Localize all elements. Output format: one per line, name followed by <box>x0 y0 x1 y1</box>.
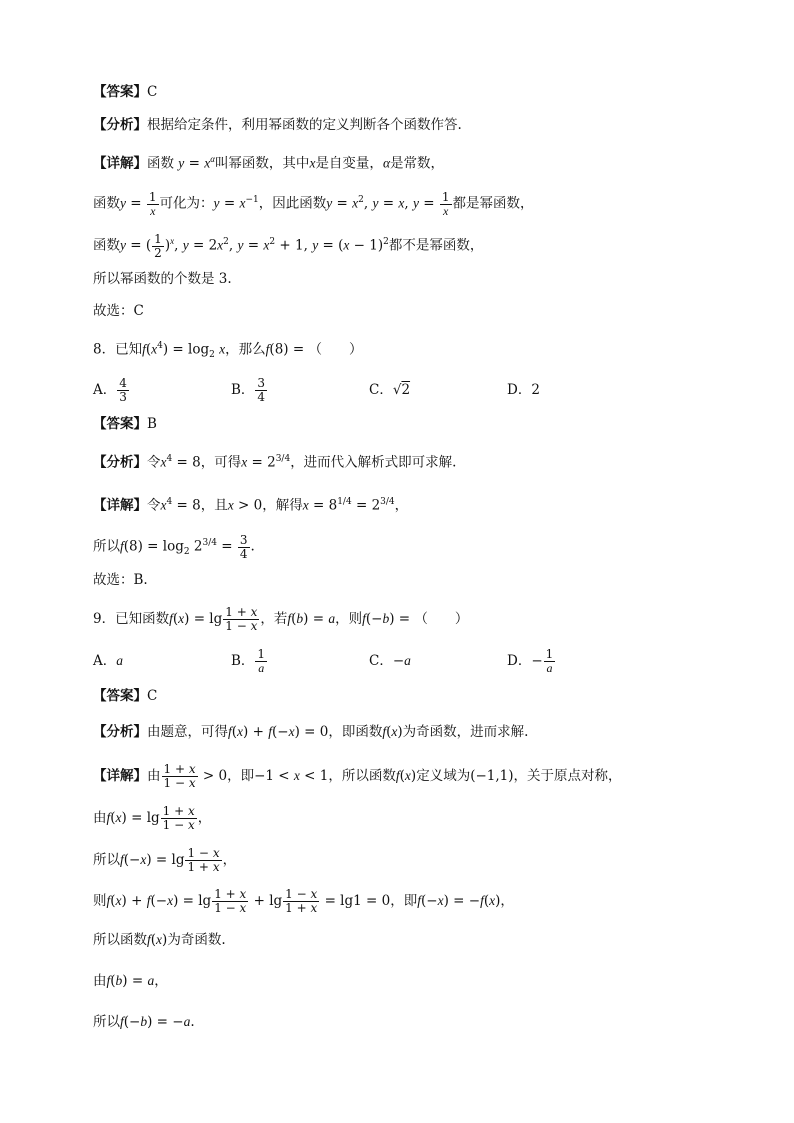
q9-detail-text: ， <box>500 893 514 909</box>
q9-analysis-text: 由题意，可得 <box>147 724 228 740</box>
q8-stem-text: 8．已知 <box>93 341 143 358</box>
q9-detail-text: ， <box>154 973 168 989</box>
option-label: D． <box>507 653 532 669</box>
q7-analysis-text: 根据给定条件，利用幂函数的定义判断各个函数作答. <box>147 117 462 133</box>
q8-detail-line-2: 所以$f(8) = \log_2 2^{3/4}$ = $\frac{3}{4}$ . <box>93 532 255 561</box>
q9-option-c: C．−a <box>369 653 411 669</box>
q9-detail-text: 所以 <box>93 1014 120 1030</box>
q7-detail-text: 叫幂函数，其中 <box>214 155 310 172</box>
q9-detail-text: 则 <box>93 893 107 909</box>
q8-stem-text: （ ） <box>308 341 363 358</box>
q8-stem-text: ，那么 <box>225 341 266 358</box>
formula: y <box>178 155 185 171</box>
fraction: $\frac{1}{a}$ <box>545 647 554 675</box>
q8-choose-text: 故选：B. <box>93 572 148 588</box>
q7-choose-line <box>93 301 144 321</box>
analysis-tag: 【分析】 <box>93 454 147 471</box>
q7-detail-text: 是常数， <box>390 155 445 172</box>
answer-tag: 【答案】 <box>93 84 147 100</box>
q7-answer-line <box>93 82 157 102</box>
q7-detail-text: 都是幂函数， <box>452 195 534 212</box>
q9-detail-text: 所以 <box>93 852 120 868</box>
fraction: $\frac{1 + x}{1 - x}$ <box>225 605 258 633</box>
fraction: $\frac{3}{4}$ <box>239 532 248 561</box>
q8-answer-value: B <box>147 416 157 432</box>
q7-detail-line-2: 函数y = $\frac{1}{x}$ 可化为：$y = x^{-1}$，因此函数$y = x^2$, y = x, y = $\frac{1}{x}$ 都是幂函数， <box>93 189 534 218</box>
q9-stem-text: 9．已知函数 <box>93 611 170 627</box>
q8-detail-text: ，解得 <box>262 497 303 514</box>
option-label: B． <box>231 382 255 398</box>
q9-detail-text: ， <box>197 810 212 826</box>
fraction: $\frac{1}{x}$ <box>148 189 157 218</box>
q8-detail-text: ，且 <box>200 497 228 514</box>
q9-analysis-text: 为奇函数，进而求解. <box>402 724 529 740</box>
q9-detail-line-7: 所以f(−b) = −a. <box>93 1014 195 1030</box>
detail-tag: 【详解】 <box>93 155 147 172</box>
answer-tag: 【答案】 <box>93 688 147 704</box>
q9-stem-text: ，则 <box>335 611 363 627</box>
q8-options <box>93 377 540 404</box>
q8-analysis-text: 令 <box>147 454 161 471</box>
q7-detail-text: 函数 <box>147 155 174 172</box>
q9-detail-text: 由 <box>147 768 161 784</box>
q8-answer-line <box>93 414 157 434</box>
q7-answer-value: C <box>147 84 158 100</box>
fraction: $\frac{1 - x}{1 + x}$ <box>187 846 220 874</box>
q7-detail-text: 函数 <box>93 195 120 212</box>
q7-analysis-line <box>93 115 462 135</box>
fraction: $\frac{1}{x}$ <box>441 189 450 218</box>
fraction: $\frac{1 + x}{1 - x}$ <box>162 804 195 832</box>
q8-detail-text: 所以 <box>93 538 120 555</box>
analysis-tag: 【分析】 <box>93 724 147 740</box>
q8-choose-line <box>93 570 148 590</box>
q9-analysis-text: ，即函数 <box>328 724 383 740</box>
fraction: $\frac{3}{4}$ <box>257 376 266 404</box>
q8-option-d: D．2 <box>507 382 540 398</box>
option-label: B． <box>231 653 255 669</box>
q9-answer-line <box>93 686 157 706</box>
q9-detail-text: ， <box>222 852 237 868</box>
q7-detail-line-3: 函数y = ( $\frac{1}{2}$ )$^x$, $y = 2x^2$, $y = x^2 + 1$, $y = (x - 1)^2$都不是幂函数， <box>93 231 484 260</box>
q7-detail-line-1: 【详解】函数 $y = x^\alpha$叫幂函数，其中x是自变量，α是常数， <box>93 154 445 172</box>
q7-choose-text: 故选：C <box>93 303 144 319</box>
q9-detail-text: ，关于原点对称， <box>513 768 622 784</box>
q9-detail-text: ，即 <box>227 768 255 784</box>
q9-detail-text: . <box>190 1014 195 1030</box>
q9-answer-value: C <box>147 688 158 704</box>
q7-detail-text: 都不是幂函数， <box>388 237 484 254</box>
q8-analysis-line: 【分析】令$x^4 = 8$，可得$x = 2^{3/4}$，进而代入解析式即可求解. <box>93 454 457 471</box>
q9-stem-text: ，若 <box>260 611 288 627</box>
detail-tag: 【详解】 <box>93 768 147 784</box>
q8-detail-text: . <box>250 538 255 555</box>
q8-analysis-text: ，可得 <box>200 454 242 471</box>
q9-detail-line-5: 所以函数f(x)为奇函数. <box>93 932 226 948</box>
q9-option-b <box>231 648 369 675</box>
detail-tag: 【详解】 <box>93 497 147 514</box>
fraction: $\frac{1 + x}{1 - x}$ <box>214 887 247 915</box>
q8-analysis-text: ，进而代入解析式即可求解. <box>290 454 457 471</box>
q9-options <box>93 648 556 675</box>
fraction: $\frac{1 + x}{1 - x}$ <box>163 762 196 790</box>
q9-detail-line-1: 【详解】由 $\frac{1 + x}{1 - x}$ > 0，即−1 < x < 1，所以函数f(x)定义域为(−1,1)，关于原点对称， <box>93 762 622 790</box>
q7-detail-line-4 <box>93 269 232 289</box>
q9-detail-text: ，即 <box>390 893 418 909</box>
option-label: A． <box>93 382 117 398</box>
fraction: $\frac{1 - x}{1 + x}$ <box>285 887 318 915</box>
option-label: C． <box>369 653 393 669</box>
fraction: $\frac{4}{3}$ <box>119 376 127 404</box>
q8-detail-text: ， <box>394 497 409 514</box>
q9-detail-line-3: 所以f(−x) = lg $\frac{1 - x}{1 + x}$ ， <box>93 846 237 874</box>
q9-analysis-line: 【分析】由题意，可得f(x) + f(−x) = 0，即函数f(x)为奇函数，进而求解. <box>93 724 529 740</box>
q9-detail-text: 由 <box>93 973 107 989</box>
analysis-tag: 【分析】 <box>93 117 147 133</box>
q9-detail-text: 为奇函数. <box>167 932 226 948</box>
fraction: $\frac{1}{a}$ <box>257 647 266 675</box>
q9-detail-text: 由 <box>93 810 107 826</box>
q8-option-a <box>93 377 231 404</box>
q9-detail-line-4: 则f(x) + f(−x) = lg $\frac{1 + x}{1 - x}$ + lg $\frac{1 - x}{1 + x}$ = lg1 = 0，即f(−x) = −f(x)， <box>93 887 514 915</box>
answer-tag: 【答案】 <box>93 416 147 432</box>
fraction: $\frac{1}{2}$ <box>154 231 162 260</box>
q9-detail-text: 定义域为 <box>416 768 471 784</box>
q7-detail-text: 函数 <box>93 237 120 254</box>
q9-detail-text: 所以函数 <box>93 932 147 948</box>
q9-option-d: D．− $\frac{1}{a}$ <box>507 647 554 675</box>
q7-detail-text: 可化为： <box>159 195 214 212</box>
q9-detail-line-2: 由f(x) = lg $\frac{1 + x}{1 - x}$ ， <box>93 804 212 832</box>
q8-detail-line-1: 【详解】令$x^4 = 8$，且x > 0，解得$x = 8^{1/4} = 2^{3/4}$， <box>93 497 409 514</box>
q9-stem-text: （ ） <box>414 611 469 627</box>
q8-option-b <box>231 377 369 404</box>
q9-detail-line-6: 由f(b) = a， <box>93 973 168 989</box>
q7-detail-text: 所以幂函数的个数是 3. <box>93 271 232 287</box>
option-label: A． <box>93 653 117 669</box>
option-label: C． <box>369 382 393 398</box>
q9-option-a: A．a <box>93 653 123 669</box>
q8-detail-text: 令 <box>147 497 161 514</box>
q8-option-c: C．√2 <box>369 382 411 398</box>
q9-stem: 9．已知函数f(x) = lg $\frac{1 + x}{1 - x}$ ，若f(b) = a，则f(−b) = （ ） <box>93 605 469 633</box>
q8-stem: 8．已知$f(x^4) = \log_2 x$，那么f(8) = （ ） <box>93 341 363 361</box>
q7-detail-text: ，因此函数 <box>258 195 327 212</box>
q9-detail-text: ，所以函数 <box>328 768 396 784</box>
q7-detail-text: 是自变量， <box>315 155 383 172</box>
